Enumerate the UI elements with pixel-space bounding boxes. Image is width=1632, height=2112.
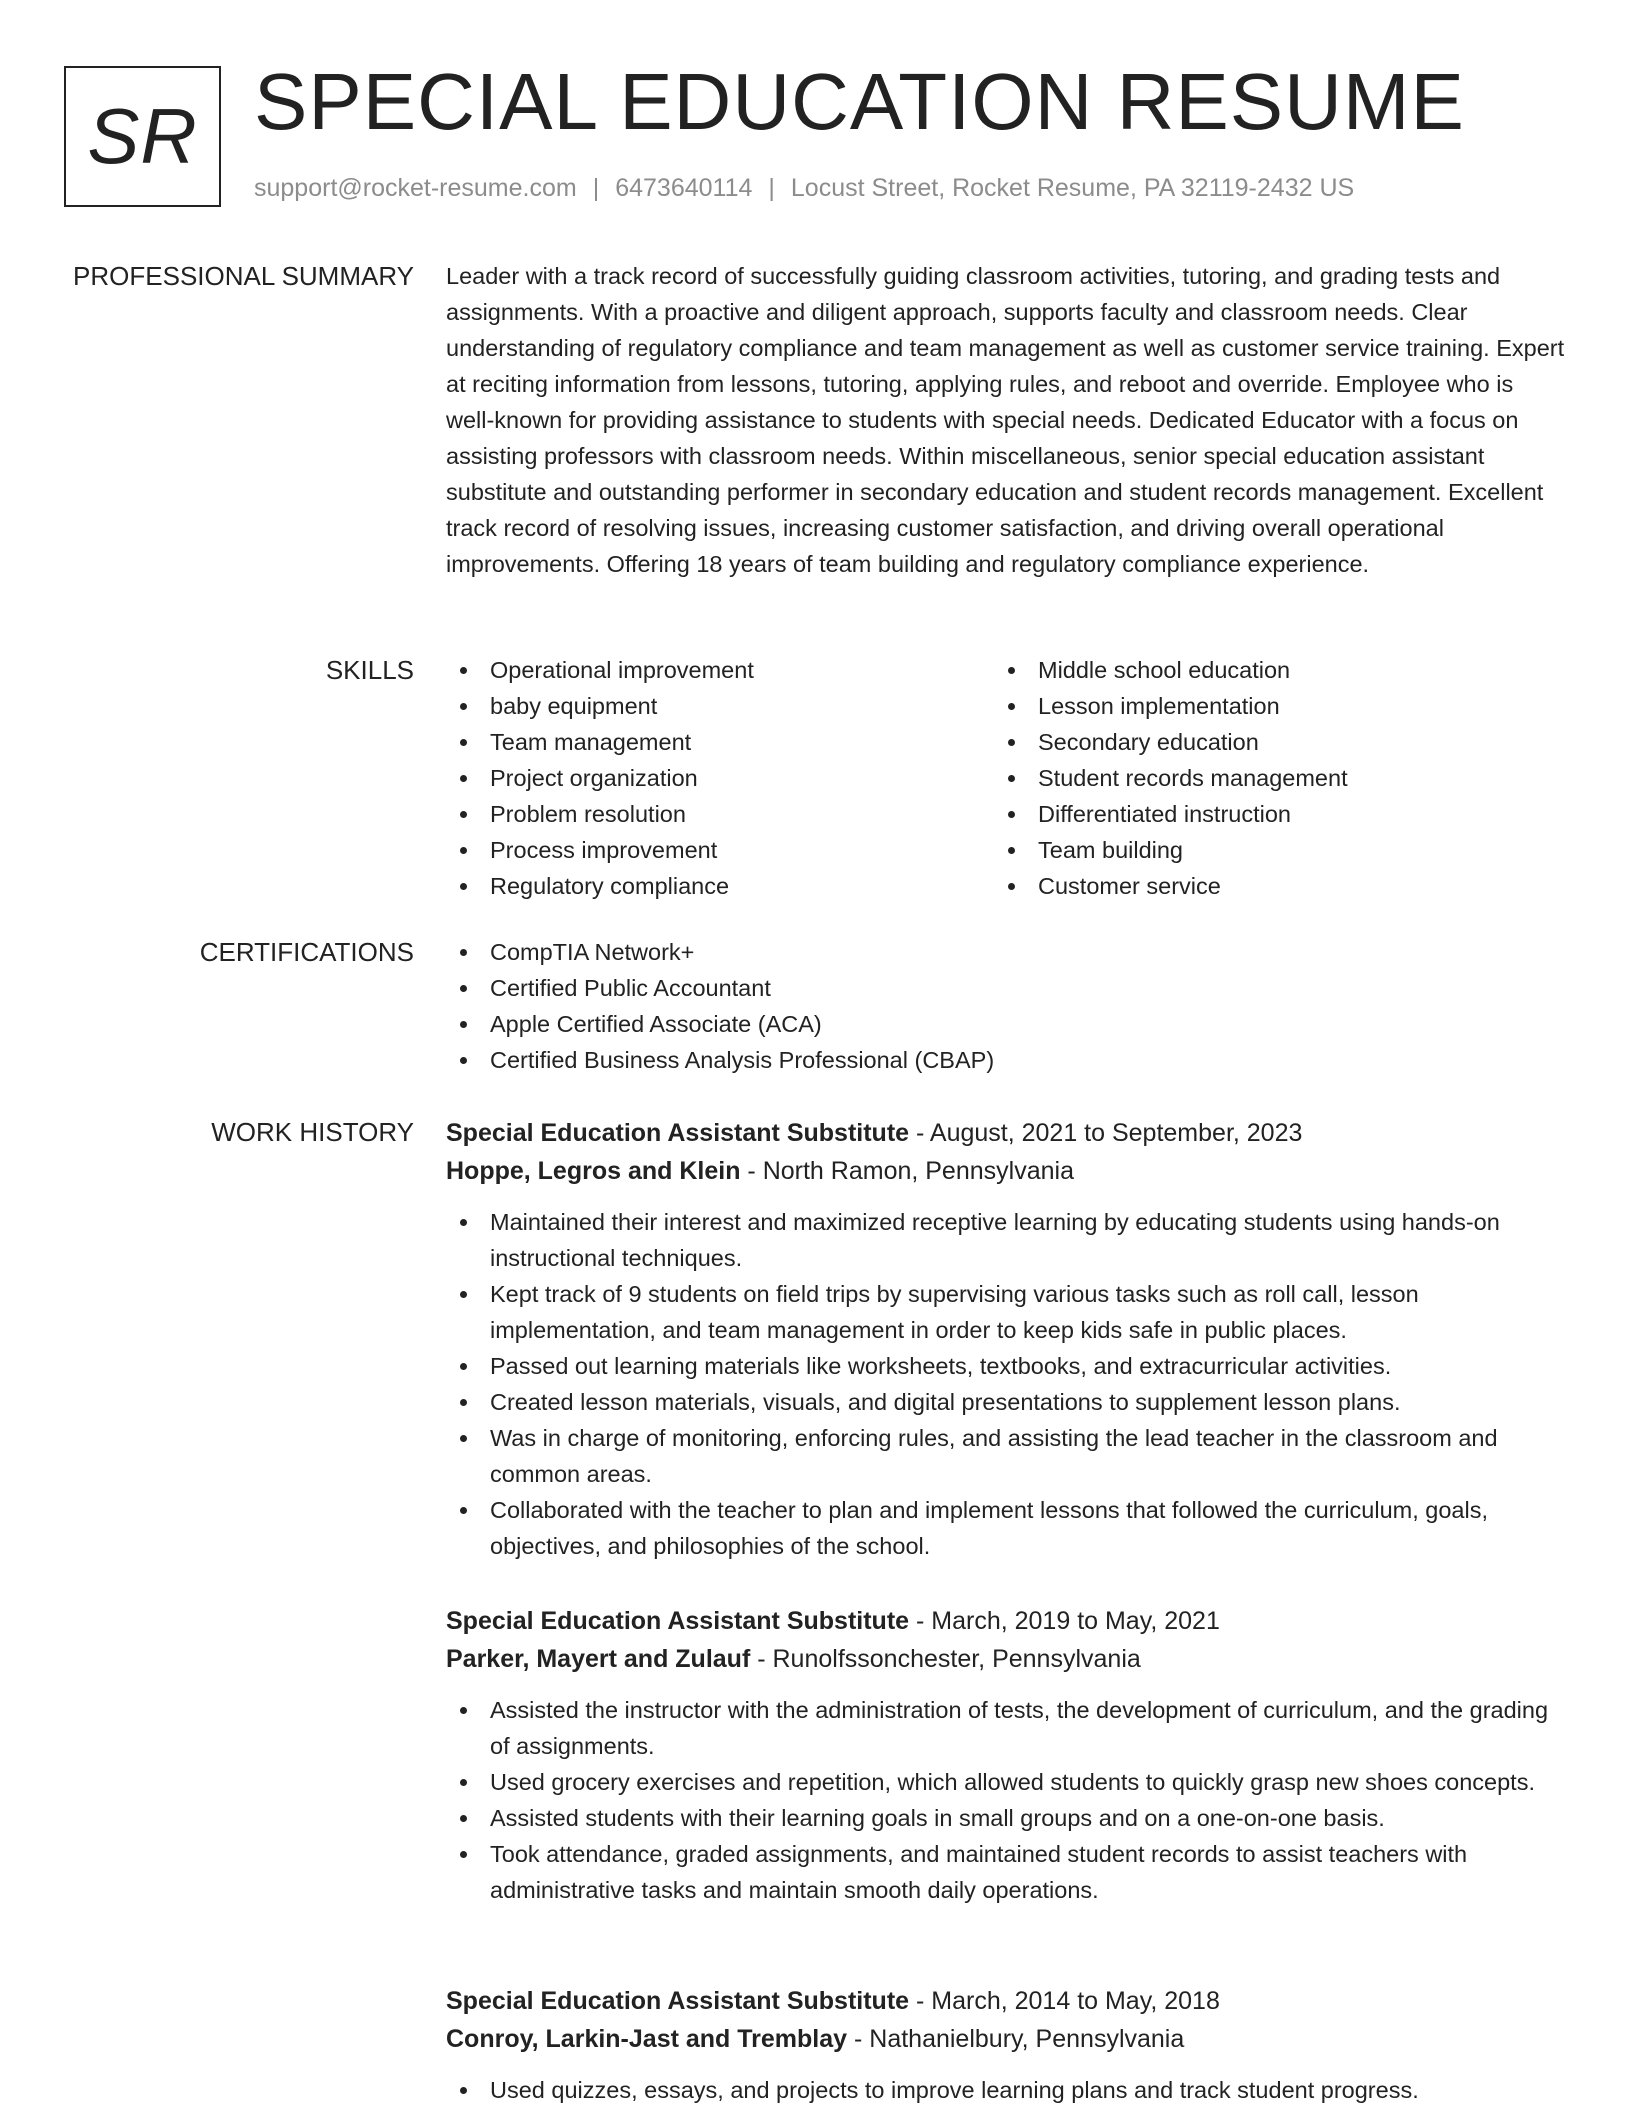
job-bullet: Took attendance, graded assignments, and maintained student records to assist teachers with administrative tasks and maintain smooth daily operations.	[446, 1836, 1566, 1908]
skill-item: Middle school education	[994, 652, 1542, 688]
contact-email[interactable]: support@rocket-resume.com	[254, 174, 577, 202]
job-bullet: Maintained their interest and maximized receptive learning by educating students using hands-on instructional techniques.	[446, 1204, 1566, 1276]
job-entry	[446, 1982, 1566, 2108]
contact-separator: |	[592, 174, 600, 202]
job-title: Special Education Assistant Substitute	[446, 1119, 910, 1147]
skill-item: Operational improvement	[446, 652, 994, 688]
skill-item: Secondary education	[994, 724, 1542, 760]
job-bullets	[446, 1692, 1566, 1908]
certification-item: Certified Business Analysis Professional (CBAP)	[446, 1042, 1566, 1078]
skill-item: Lesson implementation	[994, 688, 1542, 724]
skill-item: Team building	[994, 832, 1542, 868]
skills-list-right	[994, 652, 1542, 904]
skill-item: Team management	[446, 724, 994, 760]
skills-columns	[446, 652, 1566, 904]
skills-list-left	[446, 652, 994, 904]
skill-item: Student records management	[994, 760, 1542, 796]
job-bullet: Assisted students with their learning goals in small groups and on a one-on-one basis.	[446, 1800, 1566, 1836]
job-company-line	[446, 2020, 1566, 2058]
certifications-label: CERTIFICATIONS	[199, 937, 414, 967]
job-location: - Nathanielbury, Pennsylvania	[847, 2025, 1185, 2053]
job-dates: - March, 2019 to May, 2021	[909, 1607, 1220, 1635]
job-bullet: Created lesson materials, visuals, and digital presentations to supplement lesson plans.	[446, 1384, 1566, 1420]
contact-phone: 6473640114	[615, 174, 753, 202]
job-title: Special Education Assistant Substitute	[446, 1607, 910, 1635]
certification-item: Apple Certified Associate (ACA)	[446, 1006, 1566, 1042]
job-company: Hoppe, Legros and Klein	[446, 1157, 741, 1185]
monogram-logo: SR	[64, 66, 221, 207]
job-bullet: Used quizzes, essays, and projects to improve learning plans and track student progress.	[446, 2072, 1566, 2108]
job-entry	[446, 1602, 1566, 1908]
skills-label: SKILLS	[325, 655, 414, 685]
certifications-list	[446, 934, 1566, 1078]
skill-item: baby equipment	[446, 688, 994, 724]
skill-item: Differentiated instruction	[994, 796, 1542, 832]
certifications-content	[446, 934, 1566, 1078]
job-dates: - March, 2014 to May, 2018	[909, 1987, 1220, 2015]
skill-item: Customer service	[994, 868, 1542, 904]
contact-address: Locust Street, Rocket Resume, PA 32119-2432 US	[790, 174, 1355, 202]
summary-text: Leader with a track record of successfully guiding classroom activities, tutoring, and grading tests and assignments. With a proactive and diligent approach, supports faculty and classroom needs. Clear understanding of regulatory compliance and team management as well as customer service training. Expert at reciting information from lessons, tutoring, applying rules, and reboot and override. Employee who is well-known for providing assistance to students with special needs. Dedicated Educator with a focus on assisting professors with classroom needs. Within miscellaneous, senior special education assistant substitute and outstanding performer in secondary education and student records management. Excellent track record of resolving issues, increasing customer satisfaction, and driving overall operational improvements. Offering 18 years of team building and regulatory compliance experience.	[446, 263, 1565, 577]
job-bullets	[446, 1204, 1566, 1564]
job-bullet: Collaborated with the teacher to plan and implement lessons that followed the curriculum, goals, objectives, and philosophies of the school.	[446, 1492, 1566, 1564]
job-bullet: Used grocery exercises and repetition, which allowed students to quickly grasp new shoes concepts.	[446, 1764, 1566, 1800]
page-title: SPECIAL EDUCATION RESUME	[254, 57, 1465, 146]
skill-item: Process improvement	[446, 832, 994, 868]
job-location: - Runolfssonchester, Pennsylvania	[750, 1645, 1141, 1673]
certification-item: Certified Public Accountant	[446, 970, 1566, 1006]
job-company: Conroy, Larkin-Jast and Tremblay	[446, 2025, 848, 2053]
skill-item: Regulatory compliance	[446, 868, 994, 904]
job-location: - North Ramon, Pennsylvania	[740, 1157, 1074, 1185]
skill-item: Problem resolution	[446, 796, 994, 832]
job-title-line	[446, 1602, 1566, 1640]
job-title: Special Education Assistant Substitute	[446, 1987, 910, 2015]
job-dates: - August, 2021 to September, 2023	[909, 1119, 1303, 1147]
skill-item: Project organization	[446, 760, 994, 796]
job-company-line	[446, 1640, 1566, 1678]
contact-separator: |	[768, 174, 775, 202]
job-title-line	[446, 1114, 1566, 1152]
job-bullets	[446, 2072, 1566, 2108]
contact-line	[254, 174, 1354, 203]
summary-label: PROFESSIONAL SUMMARY	[73, 261, 414, 291]
job-company: Parker, Mayert and Zulauf	[446, 1645, 751, 1673]
job-bullet: Passed out learning materials like worksheets, textbooks, and extracurricular activities.	[446, 1348, 1566, 1384]
job-title-line	[446, 1982, 1566, 2020]
job-entry	[446, 1114, 1566, 1564]
summary-content	[446, 258, 1566, 582]
certification-item: CompTIA Network+	[446, 934, 1566, 970]
work-history-label: WORK HISTORY	[211, 1117, 414, 1147]
job-company-line	[446, 1152, 1566, 1190]
job-bullet: Kept track of 9 students on field trips by supervising various tasks such as roll call, lesson implementation, and team management in order to keep kids safe in public places.	[446, 1276, 1566, 1348]
job-bullet: Assisted the instructor with the administration of tests, the development of curriculum, and the grading of assignments.	[446, 1692, 1566, 1764]
job-bullet: Was in charge of monitoring, enforcing rules, and assisting the lead teacher in the classroom and common areas.	[446, 1420, 1566, 1492]
